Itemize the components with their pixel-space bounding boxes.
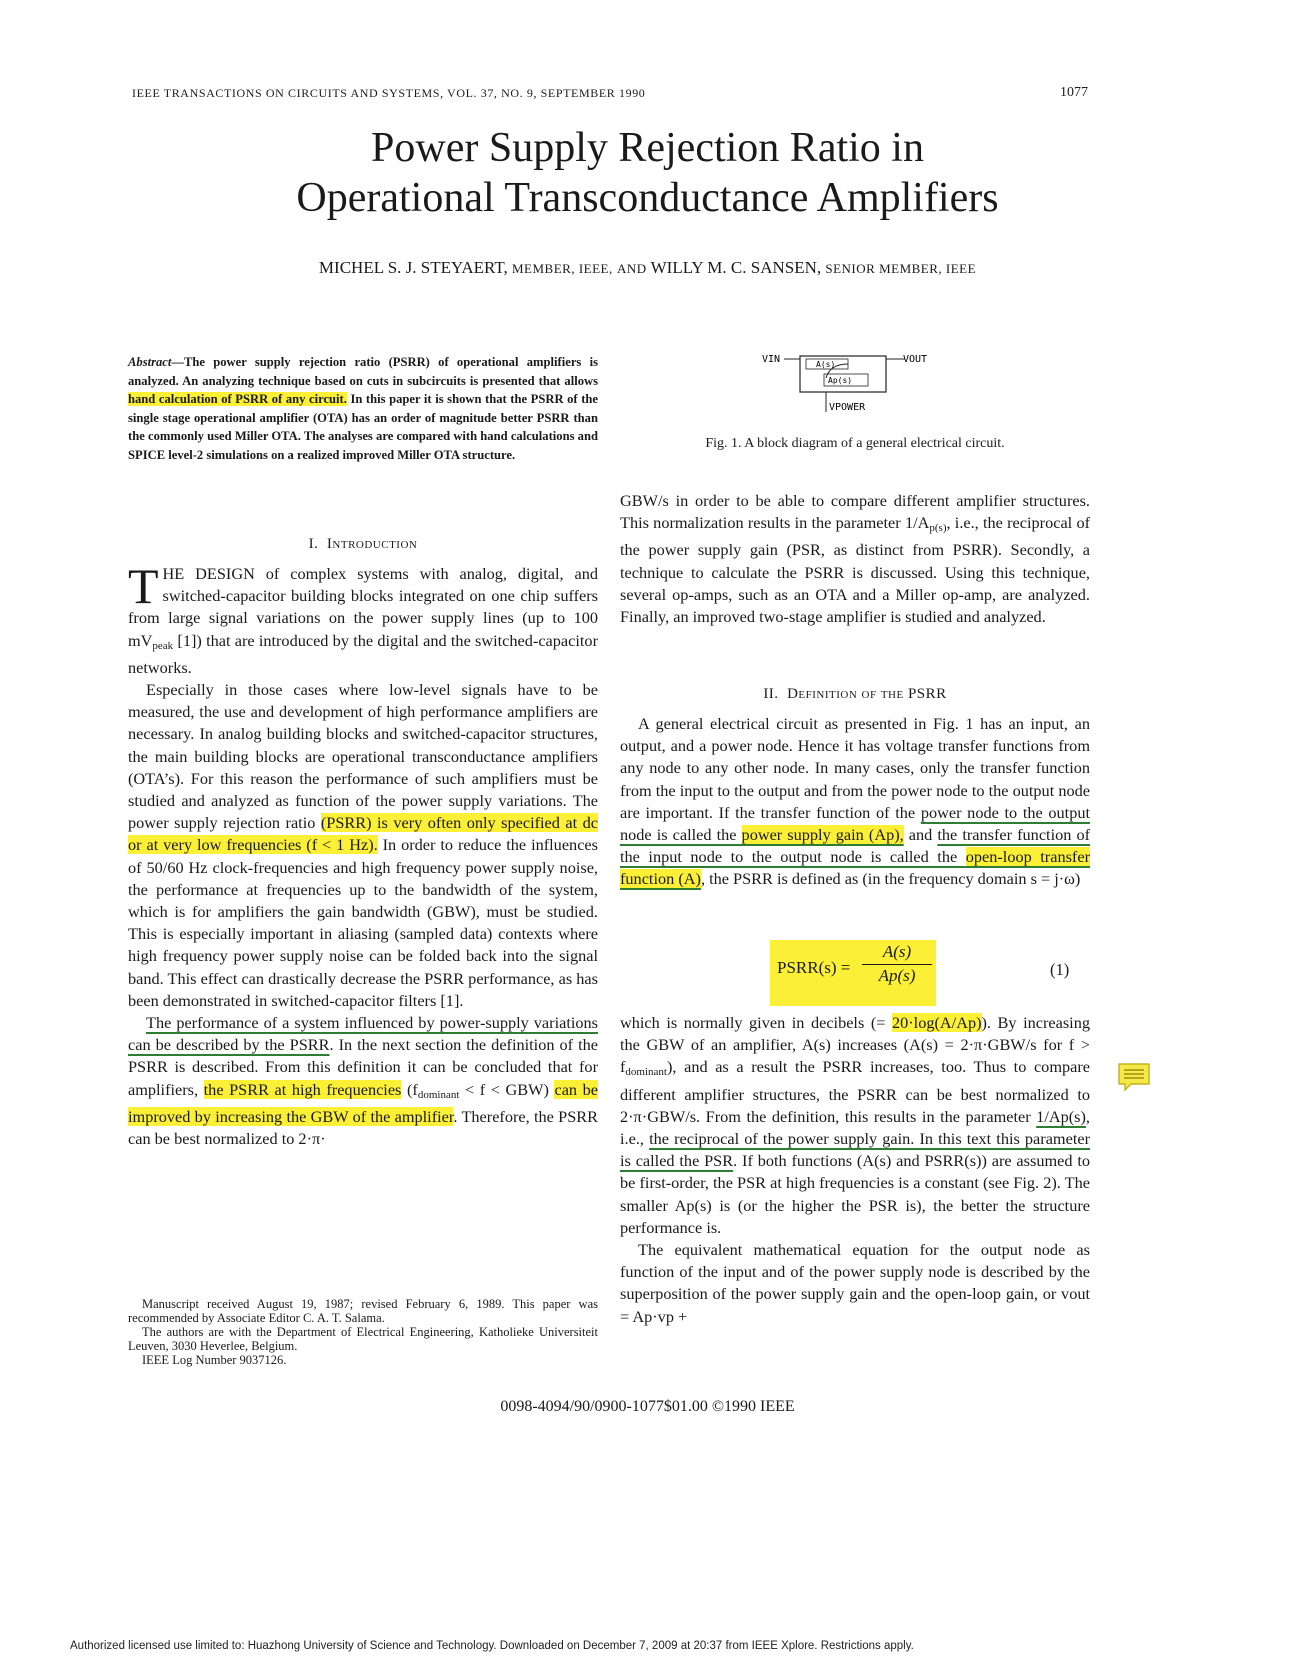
right-column-top (620, 490, 1090, 628)
author-and: AND (617, 261, 647, 276)
def-paragraph-2 (620, 1012, 1090, 1239)
abstract-label: Abstract (128, 355, 172, 369)
intro-p3-text-a: . In the next section the definition of the PSRR is described. From this definition it can be concluded that for amplifiers, (128, 1035, 598, 1099)
copyright-line: 0098-4094/90/0900-1077$01.00 ©1990 IEEE (500, 1398, 795, 1415)
section-2-name: Definition of the PSRR (787, 686, 947, 702)
section-2-heading (620, 686, 1090, 703)
section-2-number: II. (763, 686, 779, 702)
def-p2-text-c: ), and as a result the PSRR increases, too. Thus to compare different amplifier structures, the PSRR can be best normalized to 2·π·GBW/s. From the definition, this results in the parameter (620, 1057, 1090, 1126)
def-paragraph-1 (620, 713, 1090, 891)
section-1-heading (128, 536, 598, 553)
def-p2-underline-2[interactable]: the reciprocal of the power supply gain. In this text this parameter is called the PSR (620, 1129, 1090, 1171)
author-1-name: MICHEL S. J. STEYAERT, (318, 258, 508, 277)
license-notice: Authorized licensed use limited to: Huazhong University of Science and Technology. Downloaded on December 7, 2009 at 20:37 from IEEE Xplore. Restrictions apply. (70, 1640, 914, 1652)
equation-1-fraction (862, 942, 932, 986)
author-line (0, 258, 1295, 278)
drop-cap: T (128, 558, 159, 614)
right-p1-text-b: , i.e., the reciprocal of the power supply gain (PSR, as distinct from PSRR). Secondly, a technique to calculate the PSRR is discussed. Using this technique, several op-amps, such as an OTA and a Miller op-amp, are analyzed. Finally, an improved two-stage amplifier is studied and analyzed. (620, 513, 1091, 627)
def-paragraph-3: The equivalent mathematical equation for the output node as function of the input and of the power supply node is described by the superposition of the power supply gain and the open-loop gain, or vout = Ap·vp + (620, 1240, 1090, 1326)
abstract-text-1: —The power supply rejection ratio (PSRR) of operational amplifiers is analyzed. An analyzing technique based on cuts in subcircuits is presented that allows (128, 355, 598, 388)
journal-header: IEEE TRANSACTIONS ON CIRCUITS AND SYSTEMS, VOL. 37, NO. 9, SEPTEMBER 1990 (132, 86, 646, 100)
title-line-2: Operational Transconductance Amplifiers (296, 175, 999, 221)
right-p1-sub: p(s) (929, 522, 947, 535)
def-p2-text-b: ). By increasing the GBW of an amplifier, A(s) increases (A(s) = 2·π·GBW/s for f > f (620, 1013, 1090, 1077)
intro-paragraph-2 (128, 679, 598, 1012)
footnote-2: The authors are with the Department of Electrical Engineering, Katholieke Universiteit Leuven, 3030 Heverlee, Belgium. (128, 1325, 598, 1353)
sticky-note-icon[interactable] (1117, 1062, 1151, 1092)
intro-paragraph-1 (128, 558, 598, 679)
intro-p1-sub: peak (152, 639, 174, 652)
author-1-role: MEMBER, IEEE, (512, 261, 613, 276)
def-p1-text-b: , the PSRR is defined as (in the frequency domain s = j·ω) (700, 869, 1081, 889)
intro-p2-highlight[interactable]: (PSRR) is very often only specified at dc or at very low frequencies (f < 1 Hz). (128, 813, 598, 855)
right-p1-text-a: GBW/s in order to be able to compare different amplifier structures. This normalization results in the parameter 1/A (620, 491, 1090, 533)
intro-p3-underline[interactable]: The performance of a system influenced by power-supply variations can be described by the PSRR (128, 1013, 598, 1055)
equation-1-denominator: Ap(s) (878, 966, 916, 985)
section-1-number: I. (308, 536, 319, 552)
def-p2-text-e: . If both functions (A(s) and PSRR(s)) are assumed to be first-order, the PSR at high frequencies is a constant (see Fig. 2). The smaller Ap(s) is (or the higher the PSR is), the better the structure performance is. (620, 1151, 1091, 1237)
figure-1-block-diagram (760, 350, 930, 438)
left-column (128, 558, 599, 1150)
def-p1-text-a: A general electrical circuit as presented in Fig. 1 has an input, an output, and a power node. Hence it has voltage transfer functions from any node to any other node. In many cases, only the transfer function from the input to the output and from the power node to the output node are important. If the transfer function of the (620, 714, 1090, 822)
equation-1-numerator: A(s) (882, 942, 912, 961)
fig-vpower-label: VPOWER (829, 402, 866, 413)
page-number: 1077 (1060, 85, 1088, 100)
def-p2-text-d: , i.e., (620, 1106, 1090, 1149)
right-paragraph-1 (620, 490, 1090, 628)
footnote-3: IEEE Log Number 9037126. (142, 1353, 287, 1367)
def-p1-underline-1[interactable]: power node to the output node is called the (620, 802, 1091, 845)
fig-a-label: A(s) (816, 360, 836, 369)
fig-vin-label: VIN (762, 354, 781, 365)
intro-p2-text-a: Especially in those cases where low-level signals have to be measured, the use and development of high performance amplifiers are necessary. In analog building blocks and switched-capacitor structures, the main building blocks are operational transconductance amplifiers (OTA’s). For this reason the performance of such amplifiers must be studied and analyzed as function of the power supply variations. The power supply rejection ratio (128, 680, 598, 833)
intro-p2-text-b: In order to reduce the influences of 50/60 Hz clock-frequencies and high frequency power supply noise, the performance at frequencies up to the bandwidth of the system, which is for amplifiers the gain bandwidth (GBW), must be studied. This is especially important in aliasing (sampled data) contexts where high frequency power supply noise can be folded back into the signal band. This effect can drastically decrease the PSRR performance, as has been demonstrated in switched-capacitor filters [1]. (128, 835, 598, 1010)
def-p1-mid: and (903, 825, 938, 845)
abstract (128, 353, 598, 465)
fig-ap-label: Ap(s) (828, 376, 853, 385)
title-line-1: Power Supply Rejection Ratio in (371, 125, 924, 171)
figure-1-caption: Fig. 1. A block diagram of a general electrical circuit. (705, 436, 1005, 451)
author-2-name: WILLY M. C. SANSEN, (650, 258, 822, 277)
section-2-paragraph-2 (620, 1012, 1090, 1328)
footnote (128, 1297, 598, 1367)
def-p2-highlight[interactable]: 20·log(A/Ap) (891, 1013, 982, 1032)
intro-p3-mid-2: < f < GBW) (459, 1079, 555, 1099)
section-1-name: Introduction (326, 536, 418, 552)
equation-1-number: (1) (1050, 960, 1070, 979)
intro-paragraph-3 (128, 1012, 598, 1150)
author-2-role: SENIOR MEMBER, IEEE (825, 261, 977, 276)
intro-p3-highlight-1[interactable]: the PSRR at high frequencies (203, 1079, 402, 1099)
def-p1-highlight-1[interactable]: power supply gain (Ap), (741, 825, 904, 845)
def-p2-text-a: which is normally given in decibels (= (620, 1013, 892, 1032)
footnote-1: Manuscript received August 19, 1987; revised February 6, 1989. This paper was recommended by Associate Editor C. A. T. Salama. (128, 1297, 598, 1325)
equation-1-fraction-bar (862, 964, 932, 965)
abstract-text-2: In this paper it is shown that the PSRR of the single stage operational amplifier (OTA) has an order of magnitude better PSRR than the commonly used Miller OTA. The analyses are compared with hand calculations and SPICE level-2 simulations on a realized improved Miller OTA structure. (128, 392, 598, 462)
intro-p3-highlight-2[interactable]: can be improved by increasing the GBW of the amplifier (128, 1079, 599, 1126)
intro-p3-mid-1: (f (401, 1079, 418, 1099)
intro-p3-sub: dominant (417, 1088, 460, 1101)
section-2-paragraph-1 (620, 713, 1090, 891)
intro-p1-text: HE DESIGN of complex systems with analog, digital, and switched-capacitor building blocks integrated on one chip suffers from large signal variations on the power supply lines (up to 100 mV (128, 564, 598, 650)
def-p2-underline-1[interactable]: 1/Ap(s) (1036, 1106, 1086, 1126)
paper-title (0, 123, 1295, 223)
intro-p1-end: [1]) that are introduced by the digital and the switched-capacitor networks. (128, 630, 598, 677)
intro-p3-text-b: . Therefore, the PSRR can be best normalized to 2·π· (128, 1106, 599, 1149)
def-p1-highlight-2[interactable]: open-loop transfer function (A) (620, 847, 1090, 889)
def-p1-underline-2[interactable]: the transfer function of the input node to the output node is called the (620, 825, 1091, 867)
equation-1-lhs: PSRR(s) = (777, 958, 851, 977)
fig-vout-label: VOUT (903, 354, 928, 365)
abstract-highlight[interactable]: hand calculation of PSRR of any circuit. (128, 392, 347, 407)
def-p2-sub: dominant (625, 1066, 667, 1079)
